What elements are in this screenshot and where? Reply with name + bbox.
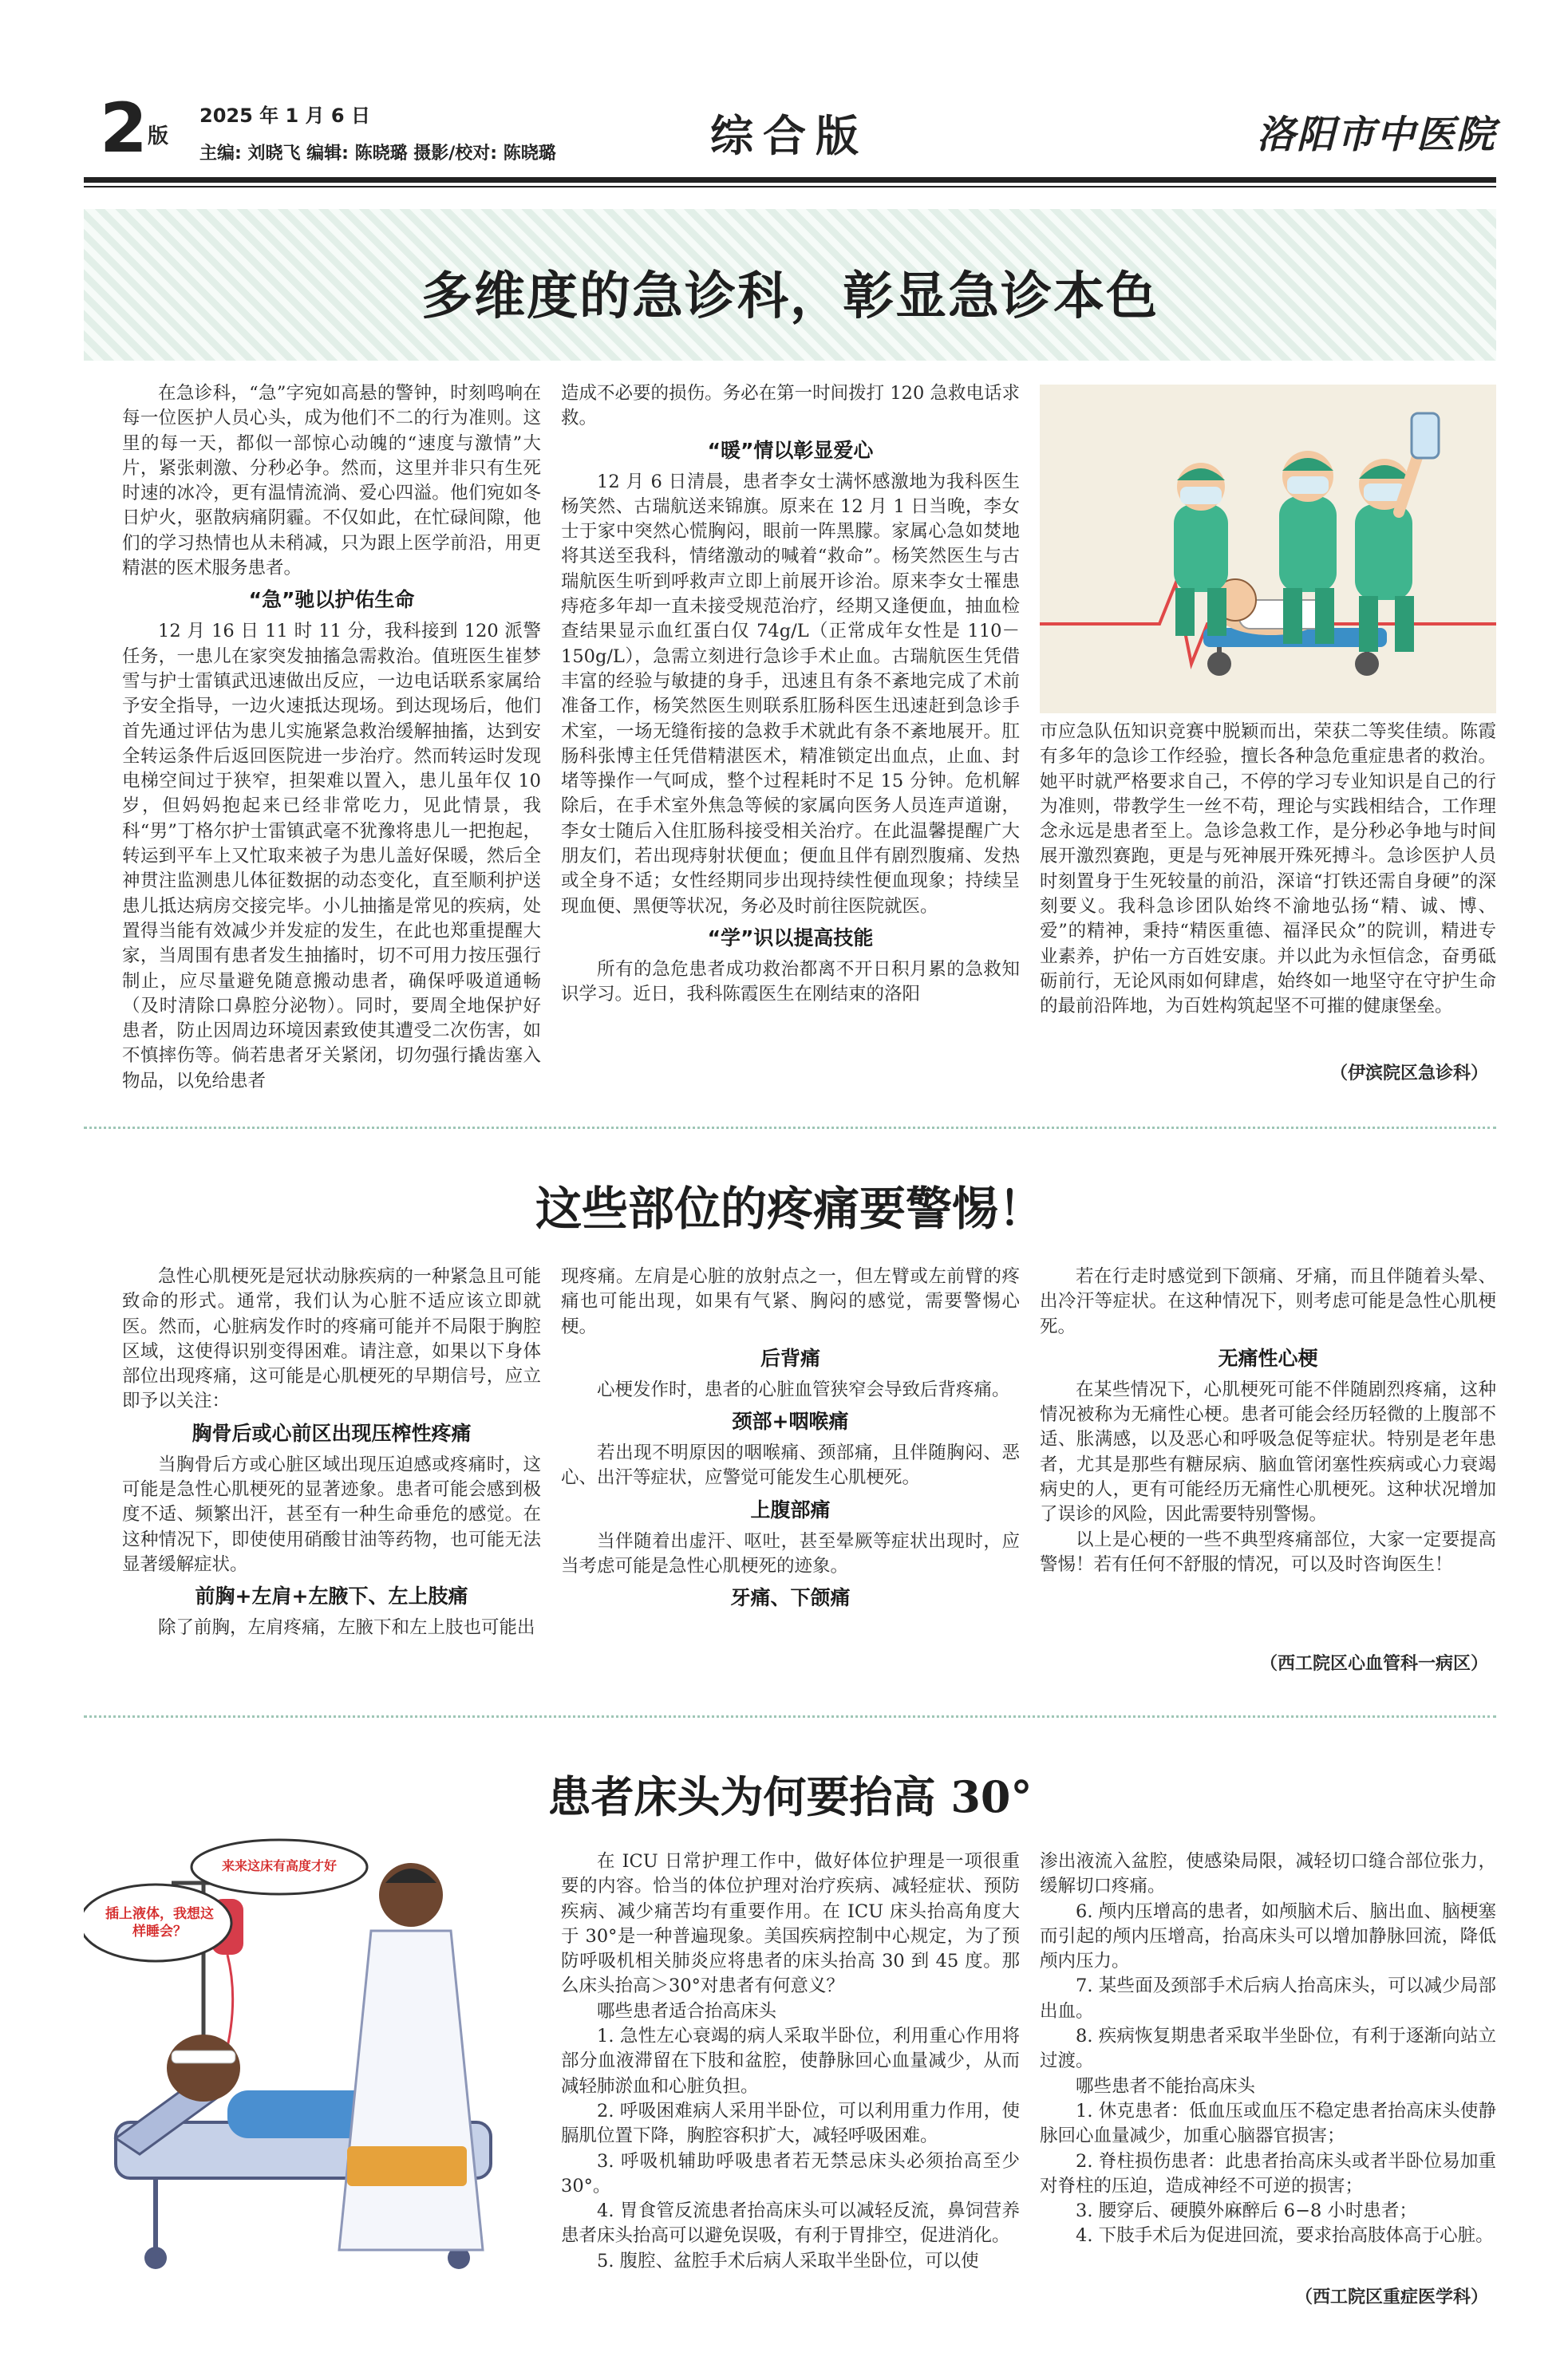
article2-paragraph: 若在行走时感觉到下颌痛、牙痛，而且伴随着头晕、出冷汗等症状。在这种情况下，则考虑可能是急性心肌梗死。 [1040,1266,1496,1337]
article1-paragraph: 造成不必要的损伤。务必在第一时间拨打 120 急救电话求救。 [561,383,1020,429]
article2-paragraph: 当胸骨后方或心脏区域出现压迫感或疼痛时，这可能是急性心肌梗死的显著迹象。患者可能会感到极度不适、频繁出汗，甚至有一种生命垂危的感觉。在这种情况下，即使使用硝酸甘油等药物，也可能无法显著缓解症状。 [122,1454,541,1575]
article1-paragraph: 12 月 16 日 11 时 11 分，我科接到 120 派警任务，一患儿在家突发抽搐急需救治。值班医生崔梦雪与护士雷镇武迅速做出反应，一边电话联系家属给予安全指导，一边火速抵达现场。到达现场后，他们首先通过评估为患儿实施紧急救治缓解抽搐，达到安全转运条件后返回医院进一步治疗。然而转运时发现电梯空间过于狭窄，担架难以置入，患儿虽年仅 10 岁，但妈妈抱起来已经非常吃力，见此情景，我科“男”丁格尔护士雷镇武毫不犹豫将患儿一把抱起，转运到平车上又忙取来被子为患儿盖好保暖，然后全神贯注监测患儿体征数据的动态变化，直至顺利护送患儿抵达病房交接完毕。小儿抽搐是常见的疾病，处置得当能有效减少并发症的发生，在此也郑重提醒大家，当周围有患者发生抽搐时，切不可用力按压强行制止，应尽量避免随意搬动患者，确保呼吸道通畅（及时清除口鼻腔分泌物）。同时，要周全地保护好患者，防止因周边环境因素致使其遭受二次伤害，如不慎摔伤等。倘若患者牙关紧闭，切勿强行撬齿塞入物品，以免给患者 [122,621,541,1091]
issue-date: 2025 年 1 月 6 日 [199,105,370,127]
article2-paragraph: 以上是心梗的一些不典型疼痛部位，大家一定要提高警惕！若有任何不舒服的情况，可以及时咨询医生！ [1040,1529,1496,1575]
article2-subhead-1: 胸骨后或心前区出现压榨性疼痛 [192,1421,472,1445]
article1-signoff: （伊滨院区急诊科） [1329,1063,1488,1083]
article3-item: 3. 腰穿后、硬膜外麻醉后 6−8 小时患者； [1076,2200,1417,2222]
article2-subhead-2: 前胸+左肩+左腋下、左上肢痛 [195,1585,468,1608]
article3-item: 4. 胃食管反流患者抬高床头可以减轻反流，鼻饲营养患者床头抬高可以避免误吸，有利于胃排空，促进消化。 [561,2200,1020,2247]
article2-subhead-6: 牙痛、下颌痛 [730,1586,851,1610]
section-divider [84,1127,1496,1129]
article2-subhead-3: 后背痛 [760,1346,820,1370]
section-divider [84,1715,1496,1718]
article2-intro: 急性心肌梗死是冠状动脉疾病的一种紧急且可能致命的形式。通常，我们认为心脏不适应该立即就医。然而，心脏病发作时的疼痛可能并不局限于胸腔区域，这使得识别变得困难。请注意，如果以下身体部位出现疼痛，这可能是心肌梗死的早期信号，应立即予以关注： [122,1266,541,1412]
page-suffix: 版 [148,124,169,148]
article1-subhead-xue: “学”识以提高技能 [707,926,874,949]
article3-item: 1. 休克患者：低血压或血压不稳定患者抬高床头使静脉回心血量减少，加重心脑器官损害； [1040,2100,1496,2147]
article3-item: 7. 某些面及颈部手术后病人抬高床头，可以减少局部出血。 [1040,1975,1496,2022]
emergency-team-drawing [1040,385,1496,713]
nurse-bed-illustration [84,1835,515,2290]
speech-bubble-patient: 插上液体，我想这样睡会？ [105,1906,214,1940]
article1-column-2 [561,381,1020,1008]
article3-signoff: （西工院区重症医学科） [1294,2287,1488,2307]
article1-subhead-nuan: “暖”情以彰显爱心 [707,438,874,462]
article3-column-3 [1040,1849,1496,2249]
article3-item: 1. 急性左心衰竭的病人采取半卧位，利用重心作用将部分血液滞留在下肢和盆腔，使静脉回心血量减少，从而减轻肺淤血和心脏负担。 [561,2026,1020,2097]
article2-paragraph: 当伴随着出虚汗、呕吐，甚至晕厥等症状出现时，应当考虑可能是急性心肌梗死的迹象。 [561,1530,1020,1577]
article3-item: 2. 脊柱损伤患者：此患者抬高床头或者半卧位易加重对脊柱的压迫，造成神经不可逆的损害； [1040,2150,1496,2196]
article3-item: 4. 下肢手术后为促进回流，要求抬高肢体高于心脏。 [1076,2225,1494,2247]
article2-paragraph: 在某些情况下，心肌梗死可能不伴随剧烈疼痛，这种情况被称为无痛性心梗。患者可能会经历轻微的上腹部不适、胀满感，以及恶心和呼吸急促等症状。特别是老年患者，尤其是那些有糖尿病、脑血管闭塞性疾病或心力衰竭病史的人，更有可能经历无痛性心肌梗死。这种状况增加了误诊的风险，因此需要特别警惕。 [1040,1379,1496,1525]
article3-item: 3. 呼吸机辅助呼吸患者若无禁忌床头必须抬高至少 30°。 [561,2150,1020,2196]
article2-paragraph: 现疼痛。左肩是心脏的放射点之一，但左臂或左前臂的疼痛也可能出现，如果有气紧、胸闷的感觉，需要警惕心梗。 [561,1266,1020,1337]
article1-subhead-ji: “急”驰以护佑生命 [248,588,415,612]
article1-title-banner [84,209,1496,361]
staff-credits: 主编: 刘晓飞 编辑: 陈晓璐 摄影/校对: 陈晓璐 [199,144,556,164]
article3-question-1: 哪些患者适合抬高床头 [597,2000,777,2022]
article2-column-2 [561,1265,1020,1617]
article1-column-3 [1040,720,1496,1020]
article1-paragraph: 市应急队伍知识竞赛中脱颖而出，荣获二等奖佳绩。陈霞有多年的急诊工作经验，擅长各种急危重症患者的救治。她平时就严格要求自己，不停的学习专业知识是自己的行为准则，带教学生一丝不苟，理论与实践相结合，工作理念永远是患者至上。急诊急救工作，是分秒必争地与时间展开激烈赛跑，更是与死神展开殊死搏斗。急诊医护人员时刻置身于生死较量的前沿，深谙“打铁还需自身硬”的深刻要义。我科急诊团队始终不渝地弘扬“精、诚、博、爱”的精神，秉持“精医重德、福泽民众”的院训，精进专业素养，护佑一方百姓安康。并以此为永恒信念，奋勇砥砺前行，无论风雨如何肆虐，始终如一地坚守在守护生命的最前沿阵地，为百姓构筑起坚不可摧的健康堡垒。 [1040,721,1496,1017]
article2-title: 这些部位的疼痛要警惕！ [535,1182,1045,1236]
masthead-rule-thick [84,177,1496,183]
article2-column-3 [1040,1265,1496,1577]
article2-paragraph: 除了前胸，左肩疼痛，左腋下和左上肢也可能出 [158,1617,535,1639]
article2-subhead-7: 无痛性心梗 [1218,1346,1318,1370]
article1-column-1 [122,381,541,1094]
article3-title: 患者床头为何要抬高 30° [547,1771,1033,1822]
article2-signoff: （西工院区心血管科一病区） [1259,1653,1488,1674]
emergency-team-illustration [1040,385,1496,713]
masthead [84,88,1496,177]
article3-item: 5. 腹腔、盆腔手术后病人采取半坐卧位，可以使 [597,2250,979,2271]
article2-column-1 [122,1265,541,1641]
article1-paragraph: 所有的急危患者成功救治都离不开日积月累的急救知识学习。近日，我科陈霞医生在刚结束的洛阳 [561,958,1020,1005]
article3-paragraph: 渗出液流入盆腔，使感染局限，减轻切口缝合部位张力，缓解切口疼痛。 [1040,1851,1496,1897]
article1-paragraph: 12 月 6 日清晨，患者李女士满怀感激地为我科医生杨笑然、古瑞航送来锦旗。原来在 12 月 1 日当晚，李女士于家中突然心慌胸闷，眼前一阵黑朦。家属心急如焚地将其送至我科，情绪激动的喊着“救命”。杨笑然医生与古瑞航医生听到呼救声立即上前展开诊治。原来李女士罹患痔疮多年却一直未接受规范治疗，经期又逢便血，抽血检查结果显示血红蛋白仅 74g/L（正常成年女性是 110－150g/L），急需立刻进行急诊手术止血。古瑞航医生凭借丰富的经验与敏捷的身手，迅速且有条不紊地完成了术前准备工作，杨笑然医生则联系肛肠科医生迅速赶到急诊手术室，一场无缝衔接的急救手术就此有条不紊地展开。肛肠科张博主任凭借精湛医术，精准锁定出血点，止血、封堵等操作一气呵成，整个过程耗时不足 15 分钟。危机解除后，在手术室外焦急等候的家属向医务人员连声道谢，李女士随后入住肛肠科接受相关治疗。在此温馨提醒广大朋友们，若出现痔射状便血；便血且伴有剧烈腹痛、发热或全身不适；女性经期同步出现持续性便血现象；持续呈现血便、黑便等状况，务必及时前往医院就医。 [561,471,1020,917]
article3-item: 6. 颅内压增高的患者，如颅脑术后、脑出血、脑梗塞而引起的颅内压增高，抬高床头可以增加静脉回流，降低颅内压力。 [1040,1900,1496,1972]
article3-intro: 在 ICU 日常护理工作中，做好体位护理是一项很重要的内容。恰当的体位护理对治疗疾病、减轻症状、预防疾病、减少痛苦均有重要作用。在 ICU 床头抬高角度大于 30°是一种普遍现象。美国疾病控制中心规定，为了预防呼吸机相关肺炎应将患者的床头抬高 30 到 45 度。那么床头抬高＞30°对患者有何意义？ [561,1851,1020,1997]
article3-item: 8. 疾病恢复期患者采取半坐卧位，有利于逐渐向站立过渡。 [1040,2026,1496,2072]
article2-paragraph: 心梗发作时，患者的心脏血管狭窄会导致后背疼痛。 [597,1379,1010,1400]
edition-title: 综合版 [710,110,868,161]
article2-subhead-4: 颈部+咽喉痛 [732,1410,849,1434]
article3-item: 2. 呼吸困难病人采用半卧位，可以利用重力作用，使膈肌位置下降，胸腔容积扩大，减轻呼吸困难。 [561,2100,1020,2147]
article3-column-2 [561,1849,1020,2274]
article3-question-2: 哪些患者不能抬高床头 [1076,2075,1256,2097]
nurse-bed-drawing [84,1835,515,2290]
article1-title: 多维度的急诊科，彰显急诊本色 [421,266,1159,326]
speech-bubble-nurse: 来来这床有高度才好 [221,1858,337,1873]
article1-intro: 在急诊科，“急”字宛如高悬的警钟，时刻鸣响在每一位医护人员心头，成为他们不二的行为准则。这里的每一天，都似一部惊心动魄的“速度与激情”大片，紧张刺激、分秒必争。然而，这里并非只有生死时速的冰冷，更有温情流淌、爱心四溢。他们宛如冬日炉火，驱散病痛阴霾。不仅如此，在忙碌间隙，他们的学习热情也从未稍减，只为跟上医学前沿，用更精湛的医术服务患者。 [122,383,541,579]
article2-subhead-5: 上腹部痛 [750,1498,831,1522]
article2-paragraph: 若出现不明原因的咽喉痛、颈部痛，且伴随胸闷、恶心、出汗等症状，应警觉可能发生心肌梗死。 [561,1443,1020,1489]
hospital-logo: 洛阳市中医院 [1256,112,1496,157]
masthead-rule-thin [84,186,1496,187]
page-number: 2 [100,89,148,168]
